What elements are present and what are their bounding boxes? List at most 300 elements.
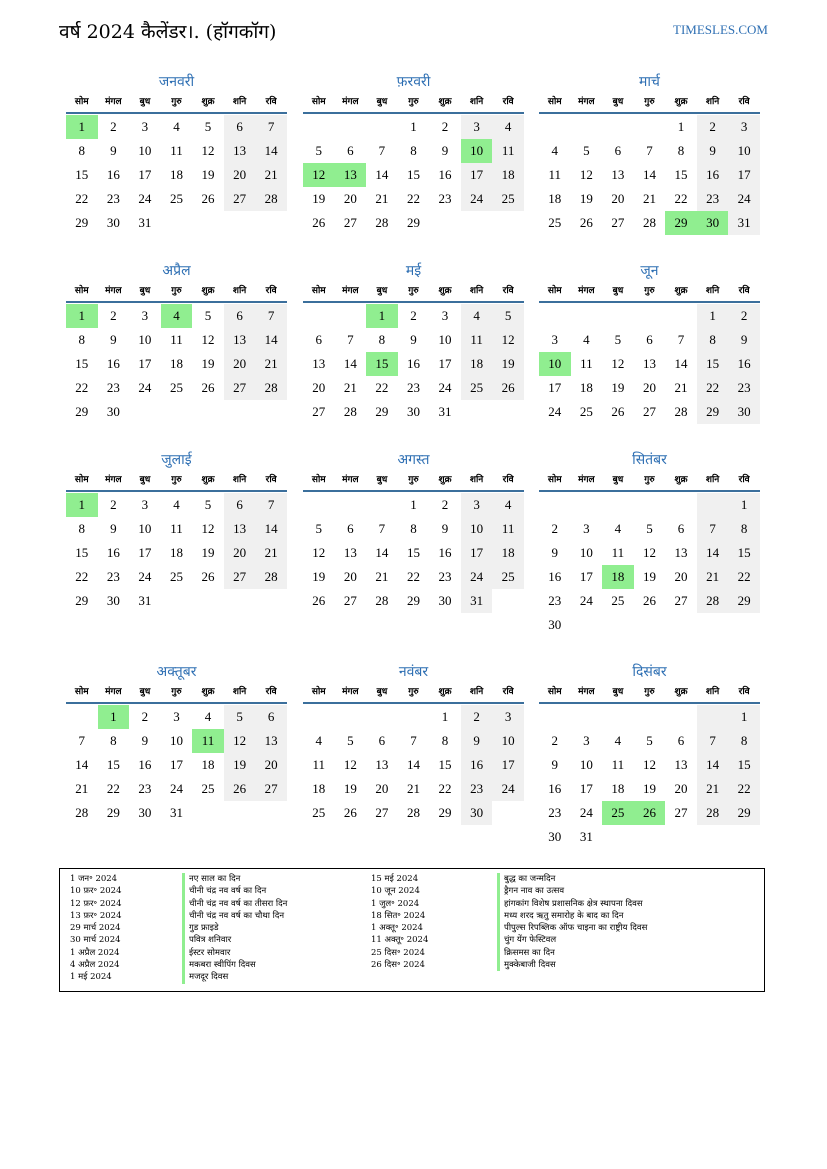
weekday-label: रवि <box>265 286 277 296</box>
day-cell: 12 <box>642 545 656 560</box>
holiday-date: 1 अप्रैल 2024 <box>70 947 120 958</box>
day-cell: 17 <box>492 753 524 777</box>
weekday-label: शुक्र <box>674 97 688 107</box>
month-name: अगस्त <box>397 452 430 468</box>
day-cell: 30 <box>728 400 760 424</box>
legend-row <box>70 959 370 971</box>
day-cell: 31 <box>728 211 760 235</box>
day-cell: 24 <box>138 380 152 395</box>
holiday-date: 13 फ़र॰ 2024 <box>70 910 122 921</box>
day-cell: 30 <box>461 801 493 825</box>
day-cell: 25 <box>579 404 593 419</box>
day-cell: 12 <box>579 167 593 182</box>
empty-day-cell <box>366 705 398 729</box>
day-cell: 9 <box>110 521 117 536</box>
weekday-label: मंगल <box>342 286 359 296</box>
day-cell: 9 <box>551 545 559 560</box>
legend-row <box>70 873 370 885</box>
day-cell: 6 <box>347 521 354 536</box>
page-title: वर्ष 2024 कैलेंडर।. (हॉगकॉग) <box>59 21 277 43</box>
empty-day-cell <box>634 304 666 328</box>
day-cell: 8 <box>697 328 729 352</box>
day-cell: 15 <box>438 757 452 772</box>
holiday-name: ड्रैगन नाव का उत्सव <box>497 885 564 897</box>
day-cell: 29 <box>728 589 760 613</box>
day-cell: 22 <box>406 191 420 206</box>
weekday-label: गुरु <box>408 475 419 485</box>
day-cell: 18 <box>169 545 183 560</box>
holiday-date: 1 अक्तू॰ 2024 <box>371 923 423 934</box>
day-cell: 19 <box>224 753 256 777</box>
day-cell: 16 <box>548 569 562 584</box>
day-cell: 9 <box>461 729 493 753</box>
day-cell: 28 <box>375 215 389 230</box>
day-cell: 9 <box>551 757 559 772</box>
empty-day-cell <box>665 304 697 328</box>
day-cell: 28 <box>375 593 389 608</box>
day-cell: 15 <box>75 167 89 182</box>
day-cell: 7 <box>378 143 386 158</box>
day-cell: 15 <box>75 545 89 560</box>
weekday-label: बुध <box>376 475 388 485</box>
day-cell: 5 <box>646 521 653 536</box>
weekday-label: सोम <box>311 97 326 107</box>
day-cell: 23 <box>438 191 452 206</box>
day-cell: 3 <box>141 119 149 134</box>
weekday-header <box>539 470 760 492</box>
holiday-date: 18 सित॰ 2024 <box>371 910 426 921</box>
weekday-label: बुध <box>139 286 151 296</box>
day-cell: 29 <box>75 593 89 608</box>
month-block <box>539 261 760 424</box>
weekday-header <box>303 92 524 114</box>
empty-day-cell <box>634 493 666 517</box>
weekday-label: रवि <box>265 687 277 697</box>
weekday-header <box>303 682 524 704</box>
day-cell: 18 <box>461 352 493 376</box>
weekday-label: शनि <box>232 286 247 296</box>
day-cell: 13 <box>343 545 357 560</box>
day-cell: 14 <box>697 541 729 565</box>
legend-row <box>371 959 761 971</box>
weekday-header <box>66 92 287 114</box>
holiday-date: 1 जन॰ 2024 <box>70 874 118 884</box>
holiday-day-cell: 30 <box>697 211 729 235</box>
day-cell: 21 <box>674 380 688 395</box>
day-cell: 28 <box>642 215 656 230</box>
weekday-header <box>303 281 524 303</box>
day-grid <box>303 705 524 825</box>
day-cell: 10 <box>138 143 152 158</box>
weekday-label: रवि <box>502 286 514 296</box>
day-cell: 25 <box>169 569 183 584</box>
weekday-label: शनि <box>232 687 247 697</box>
day-grid <box>66 304 287 424</box>
weekday-label: शुक्र <box>438 286 452 296</box>
day-cell: 21 <box>375 569 389 584</box>
day-cell: 5 <box>204 308 212 323</box>
month-block <box>66 450 287 613</box>
day-cell: 14 <box>343 356 357 371</box>
empty-day-cell <box>602 705 634 729</box>
month-name: मार्च <box>639 74 660 90</box>
day-cell: 23 <box>461 777 493 801</box>
empty-day-cell <box>539 115 571 139</box>
day-cell: 28 <box>674 404 688 419</box>
day-cell: 19 <box>492 352 524 376</box>
legend-row <box>70 922 370 934</box>
weekday-label: गुरु <box>644 475 655 485</box>
day-cell: 8 <box>110 733 117 748</box>
day-cell: 15 <box>674 167 688 182</box>
day-cell: 27 <box>224 187 256 211</box>
day-cell: 21 <box>255 352 287 376</box>
legend-row <box>371 934 761 946</box>
day-cell: 11 <box>170 143 183 158</box>
day-cell: 21 <box>343 380 357 395</box>
weekday-label: बुध <box>612 687 624 697</box>
day-cell: 19 <box>201 167 215 182</box>
weekday-label: मंगल <box>105 687 122 697</box>
weekday-label: मंगल <box>342 687 359 697</box>
day-cell: 29 <box>106 805 120 820</box>
day-cell: 22 <box>106 781 120 796</box>
day-cell: 3 <box>461 493 493 517</box>
day-cell: 10 <box>138 521 152 536</box>
day-cell: 23 <box>406 380 420 395</box>
day-cell: 14 <box>406 757 420 772</box>
day-cell: 2 <box>461 705 493 729</box>
month-block <box>303 72 524 235</box>
day-cell: 25 <box>461 376 493 400</box>
holiday-day-cell: 25 <box>602 801 634 825</box>
legend-row <box>371 885 761 897</box>
day-cell: 1 <box>677 119 685 134</box>
weekday-label: शनि <box>705 286 720 296</box>
day-cell: 4 <box>173 119 180 134</box>
day-cell: 19 <box>201 356 215 371</box>
day-cell: 25 <box>548 215 562 230</box>
day-cell: 6 <box>646 332 653 347</box>
weekday-header <box>66 281 287 303</box>
day-cell: 22 <box>697 376 729 400</box>
day-cell: 8 <box>728 517 760 541</box>
weekday-label: बुध <box>376 687 388 697</box>
day-cell: 11 <box>170 332 183 347</box>
day-cell: 22 <box>406 569 420 584</box>
day-cell: 26 <box>579 215 593 230</box>
holiday-name: गुड फ्राइडे <box>182 922 219 934</box>
day-cell: 16 <box>106 545 120 560</box>
day-cell: 2 <box>141 709 149 724</box>
day-cell: 16 <box>438 167 452 182</box>
legend-row <box>70 947 370 959</box>
day-cell: 4 <box>492 493 524 517</box>
day-cell: 20 <box>312 380 326 395</box>
day-cell: 28 <box>75 805 89 820</box>
weekday-label: शुक्र <box>438 475 452 485</box>
day-cell: 31 <box>438 404 452 419</box>
day-cell: 21 <box>406 781 420 796</box>
weekday-label: शुक्र <box>201 475 215 485</box>
day-cell: 22 <box>75 569 89 584</box>
weekday-label: मंगल <box>342 97 359 107</box>
day-cell: 17 <box>138 356 152 371</box>
day-grid <box>539 304 760 424</box>
holiday-name: हांगकांग विशेष प्रशासनिक क्षेत्र स्थापना दिवस <box>497 898 643 910</box>
day-cell: 3 <box>583 521 590 536</box>
day-cell: 15 <box>406 167 420 182</box>
day-cell: 16 <box>438 545 452 560</box>
weekday-label: गुरु <box>171 286 182 296</box>
weekday-label: मंगल <box>578 687 595 697</box>
day-cell: 6 <box>255 705 287 729</box>
empty-day-cell <box>335 493 367 517</box>
day-cell: 2 <box>441 119 449 134</box>
holiday-name: मजदूर दिवस <box>182 971 228 983</box>
holiday-date: 25 दिस॰ 2024 <box>371 947 425 958</box>
day-cell: 18 <box>312 781 326 796</box>
legend-column-right <box>371 873 761 971</box>
day-cell: 16 <box>461 753 493 777</box>
day-cell: 7 <box>646 143 653 158</box>
day-cell: 6 <box>224 115 256 139</box>
site-link[interactable]: TIMESLES.COM <box>673 22 768 37</box>
holiday-day-cell: 1 <box>98 705 130 729</box>
day-cell: 4 <box>492 115 524 139</box>
day-cell: 3 <box>441 308 449 323</box>
day-cell: 26 <box>343 805 357 820</box>
day-cell: 2 <box>551 521 559 536</box>
holiday-day-cell: 1 <box>366 304 398 328</box>
weekday-label: शुक्र <box>674 475 688 485</box>
day-cell: 8 <box>78 521 86 536</box>
day-cell: 7 <box>347 332 354 347</box>
day-cell: 6 <box>378 733 386 748</box>
day-cell: 7 <box>677 332 685 347</box>
day-cell: 4 <box>461 304 493 328</box>
weekday-label: मंगल <box>105 286 122 296</box>
day-cell: 6 <box>677 521 685 536</box>
day-cell: 20 <box>224 163 256 187</box>
day-cell: 13 <box>642 356 656 371</box>
weekday-label: मंगल <box>578 286 595 296</box>
day-cell: 29 <box>697 400 729 424</box>
day-cell: 20 <box>375 781 389 796</box>
day-cell: 6 <box>677 733 685 748</box>
month-name: जून <box>640 263 659 279</box>
day-cell: 24 <box>461 565 493 589</box>
day-cell: 31 <box>461 589 493 613</box>
weekday-label: सोम <box>74 97 89 107</box>
holiday-date: 11 अक्तू॰ 2024 <box>371 935 429 946</box>
day-cell: 11 <box>461 328 493 352</box>
weekday-label: बुध <box>139 475 151 485</box>
holiday-name: मध्य शरद ऋतु समारोह के बाद का दिन <box>497 910 623 922</box>
day-cell: 29 <box>75 404 89 419</box>
day-cell: 5 <box>224 705 256 729</box>
day-cell: 12 <box>201 332 215 347</box>
empty-day-cell <box>571 493 603 517</box>
day-cell: 13 <box>312 356 326 371</box>
day-cell: 2 <box>110 497 117 512</box>
day-cell: 22 <box>674 191 688 206</box>
day-cell: 27 <box>343 593 357 608</box>
day-cell: 3 <box>141 308 149 323</box>
day-cell: 2 <box>441 497 449 512</box>
day-cell: 21 <box>375 191 389 206</box>
day-cell: 9 <box>441 521 449 536</box>
day-cell: 27 <box>674 593 688 608</box>
day-cell: 23 <box>138 781 152 796</box>
day-cell: 10 <box>579 757 593 772</box>
day-cell: 4 <box>315 733 323 748</box>
day-cell: 8 <box>441 733 449 748</box>
empty-day-cell <box>571 705 603 729</box>
holiday-name: मुक्केबाजी दिवस <box>497 959 556 971</box>
empty-day-cell <box>303 115 335 139</box>
weekday-label: मंगल <box>342 475 359 485</box>
day-cell: 18 <box>611 781 625 796</box>
day-cell: 30 <box>106 593 120 608</box>
day-cell: 7 <box>697 517 729 541</box>
day-cell: 4 <box>173 497 180 512</box>
day-cell: 29 <box>375 404 389 419</box>
day-cell: 30 <box>548 829 562 844</box>
holiday-day-cell: 1 <box>66 304 98 328</box>
day-cell: 27 <box>343 215 357 230</box>
empty-day-cell <box>366 115 398 139</box>
day-cell: 31 <box>169 805 183 820</box>
empty-day-cell <box>539 493 571 517</box>
day-cell: 9 <box>110 143 117 158</box>
day-grid <box>66 705 287 825</box>
weekday-label: गुरु <box>408 687 419 697</box>
weekday-label: शुक्र <box>674 687 688 697</box>
empty-day-cell <box>335 705 367 729</box>
weekday-label: शनि <box>232 475 247 485</box>
weekday-header <box>66 470 287 492</box>
day-cell: 5 <box>315 521 323 536</box>
day-cell: 19 <box>343 781 357 796</box>
weekday-label: गुरु <box>644 286 655 296</box>
day-cell: 8 <box>677 143 685 158</box>
month-block <box>303 662 524 825</box>
day-cell: 15 <box>106 757 120 772</box>
weekday-label: गुरु <box>408 286 419 296</box>
day-grid <box>539 493 760 637</box>
day-cell: 20 <box>642 380 656 395</box>
day-cell: 25 <box>611 593 625 608</box>
day-cell: 26 <box>642 593 656 608</box>
weekday-label: सोम <box>547 687 562 697</box>
day-cell: 7 <box>410 733 417 748</box>
holiday-name: पवित्र शनिवार <box>182 934 231 946</box>
weekday-label: रवि <box>265 97 277 107</box>
day-cell: 5 <box>646 733 653 748</box>
day-cell: 24 <box>728 187 760 211</box>
month-name: सितंबर <box>632 452 667 468</box>
day-cell: 9 <box>441 143 449 158</box>
day-cell: 26 <box>492 376 524 400</box>
day-cell: 7 <box>378 521 386 536</box>
day-cell: 5 <box>583 143 590 158</box>
day-cell: 30 <box>106 404 120 419</box>
day-cell: 13 <box>224 139 256 163</box>
holiday-name: मकबरा स्वीपिंग दिवस <box>182 959 256 971</box>
weekday-label: सोम <box>311 286 326 296</box>
weekday-label: रवि <box>502 475 514 485</box>
legend-row <box>70 934 370 946</box>
month-block <box>303 450 524 613</box>
weekday-label: शुक्र <box>201 97 215 107</box>
empty-day-cell <box>665 493 697 517</box>
day-cell: 14 <box>255 517 287 541</box>
day-cell: 12 <box>343 757 357 772</box>
day-cell: 29 <box>438 805 452 820</box>
day-cell: 30 <box>438 593 452 608</box>
day-cell: 4 <box>551 143 559 158</box>
weekday-label: शनि <box>232 97 247 107</box>
day-cell: 29 <box>75 215 89 230</box>
day-cell: 3 <box>551 332 559 347</box>
day-cell: 24 <box>138 569 152 584</box>
day-grid <box>303 115 524 235</box>
day-cell: 26 <box>611 404 625 419</box>
day-cell: 22 <box>375 380 389 395</box>
weekday-label: रवि <box>738 97 750 107</box>
day-cell: 31 <box>138 215 152 230</box>
day-cell: 19 <box>579 191 593 206</box>
holiday-date: 10 जून 2024 <box>371 886 420 897</box>
day-cell: 21 <box>255 163 287 187</box>
day-cell: 10 <box>579 545 593 560</box>
empty-day-cell <box>602 493 634 517</box>
day-cell: 13 <box>674 757 688 772</box>
weekday-header <box>303 470 524 492</box>
day-cell: 24 <box>169 781 183 796</box>
day-cell: 5 <box>204 119 212 134</box>
day-cell: 15 <box>728 753 760 777</box>
day-cell: 14 <box>255 139 287 163</box>
weekday-header <box>539 682 760 704</box>
day-cell: 30 <box>106 215 120 230</box>
legend-row <box>371 910 761 922</box>
day-cell: 9 <box>697 139 729 163</box>
day-cell: 17 <box>579 781 593 796</box>
holiday-name: पीपुल्स रिपब्लिक ऑफ चाइना का राष्ट्रीय दिवस <box>497 922 647 934</box>
day-cell: 16 <box>106 167 120 182</box>
empty-day-cell <box>634 115 666 139</box>
holiday-legend <box>59 868 765 992</box>
day-cell: 28 <box>343 404 357 419</box>
day-cell: 22 <box>75 380 89 395</box>
weekday-label: सोम <box>547 97 562 107</box>
holiday-name: नए साल का दिन <box>182 873 240 885</box>
day-cell: 6 <box>614 143 622 158</box>
day-cell: 28 <box>406 805 420 820</box>
empty-day-cell <box>335 115 367 139</box>
weekday-label: रवि <box>738 475 750 485</box>
day-cell: 25 <box>492 565 524 589</box>
day-cell: 24 <box>461 187 493 211</box>
day-cell: 18 <box>492 163 524 187</box>
weekday-label: बुध <box>376 286 388 296</box>
day-grid <box>303 493 524 613</box>
day-cell: 23 <box>697 187 729 211</box>
day-cell: 16 <box>697 163 729 187</box>
day-cell: 10 <box>438 332 452 347</box>
